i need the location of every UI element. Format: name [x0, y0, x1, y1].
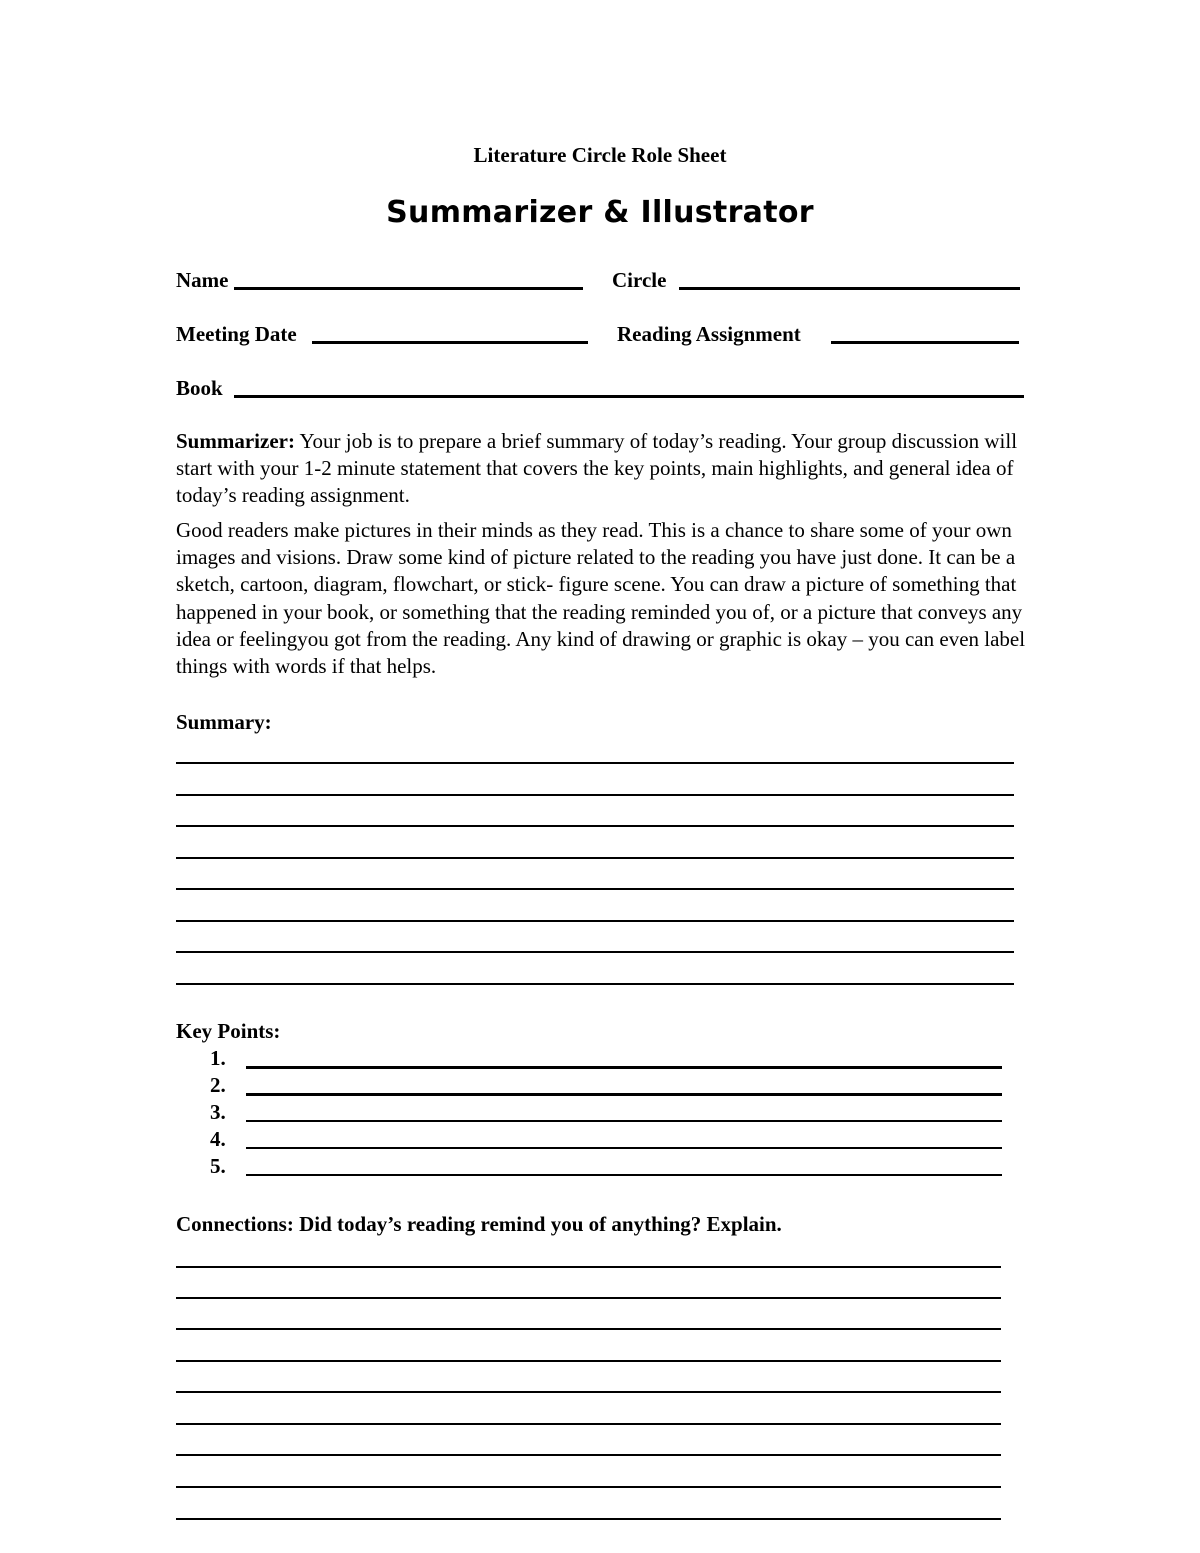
meeting-date-label: Meeting Date	[176, 322, 297, 346]
book-blank-line[interactable]	[234, 395, 1024, 398]
key-point-number: 2.	[210, 1073, 226, 1097]
connections-line[interactable]	[176, 1328, 1001, 1330]
role-title: Summarizer & Illustrator	[386, 195, 814, 230]
key-point-line[interactable]	[246, 1120, 1002, 1122]
summary-line[interactable]	[176, 825, 1014, 827]
summary-line[interactable]	[176, 762, 1014, 764]
book-label: Book	[176, 376, 223, 400]
key-point-line[interactable]	[246, 1066, 1002, 1069]
summary-line[interactable]	[176, 857, 1014, 859]
key-point-line[interactable]	[246, 1093, 1002, 1096]
connections-line[interactable]	[176, 1454, 1001, 1456]
key-points-label: Key Points:	[176, 1019, 281, 1043]
illustrator-instructions: Good readers make pictures in their minds as they read. This is a chance to share some of your own images and visions. Draw some kind of picture related to the reading you have just done. It can be a sketch, cartoon, diagram, flowchart, or stick- figure scene. You can draw a picture of something that happened in your book, or something that the reading reminded you of, or a picture that conveys any idea or feelingyou got from the reading. Any kind of drawing or graphic is okay – you can even label things with words if that helps.	[176, 518, 1026, 679]
connections-line[interactable]	[176, 1423, 1001, 1425]
connections-line[interactable]	[176, 1266, 1001, 1268]
summary-line[interactable]	[176, 951, 1014, 953]
connections-line[interactable]	[176, 1391, 1001, 1393]
summarizer-instructions	[176, 428, 1056, 510]
key-point-number: 3.	[210, 1100, 226, 1124]
key-point-number: 5.	[210, 1154, 226, 1178]
connections-line[interactable]	[176, 1297, 1001, 1299]
connections-line[interactable]	[176, 1486, 1001, 1488]
connections-line[interactable]	[176, 1518, 1001, 1520]
summary-line[interactable]	[176, 920, 1014, 922]
circle-blank-line[interactable]	[679, 287, 1020, 290]
key-point-number: 1.	[210, 1046, 226, 1070]
name-blank-line[interactable]	[234, 287, 583, 290]
circle-label: Circle	[612, 268, 667, 292]
key-point-line[interactable]	[246, 1147, 1002, 1149]
meeting-date-blank-line[interactable]	[312, 341, 588, 344]
connections-line[interactable]	[176, 1360, 1001, 1362]
key-point-line[interactable]	[246, 1174, 1002, 1176]
summary-line[interactable]	[176, 888, 1014, 890]
summarizer-text: Your job is to prepare a brief summary of today’s reading. Your group discussion will start with your 1-2 minute statement that covers the key points, main highlights, and general idea of today’s reading assignment.	[176, 429, 1018, 508]
summary-line[interactable]	[176, 983, 1014, 985]
name-label: Name	[176, 268, 229, 292]
summary-label: Summary:	[176, 710, 272, 734]
reading-assignment-blank-line[interactable]	[831, 341, 1019, 344]
summarizer-label: Summarizer:	[176, 429, 295, 453]
reading-assignment-label: Reading Assignment	[617, 322, 801, 346]
key-point-number: 4.	[210, 1127, 226, 1151]
connections-label: Connections: Did today’s reading remind you of anything? Explain.	[176, 1212, 782, 1236]
sheet-subtitle: Literature Circle Role Sheet	[473, 143, 727, 167]
summary-line[interactable]	[176, 794, 1014, 796]
